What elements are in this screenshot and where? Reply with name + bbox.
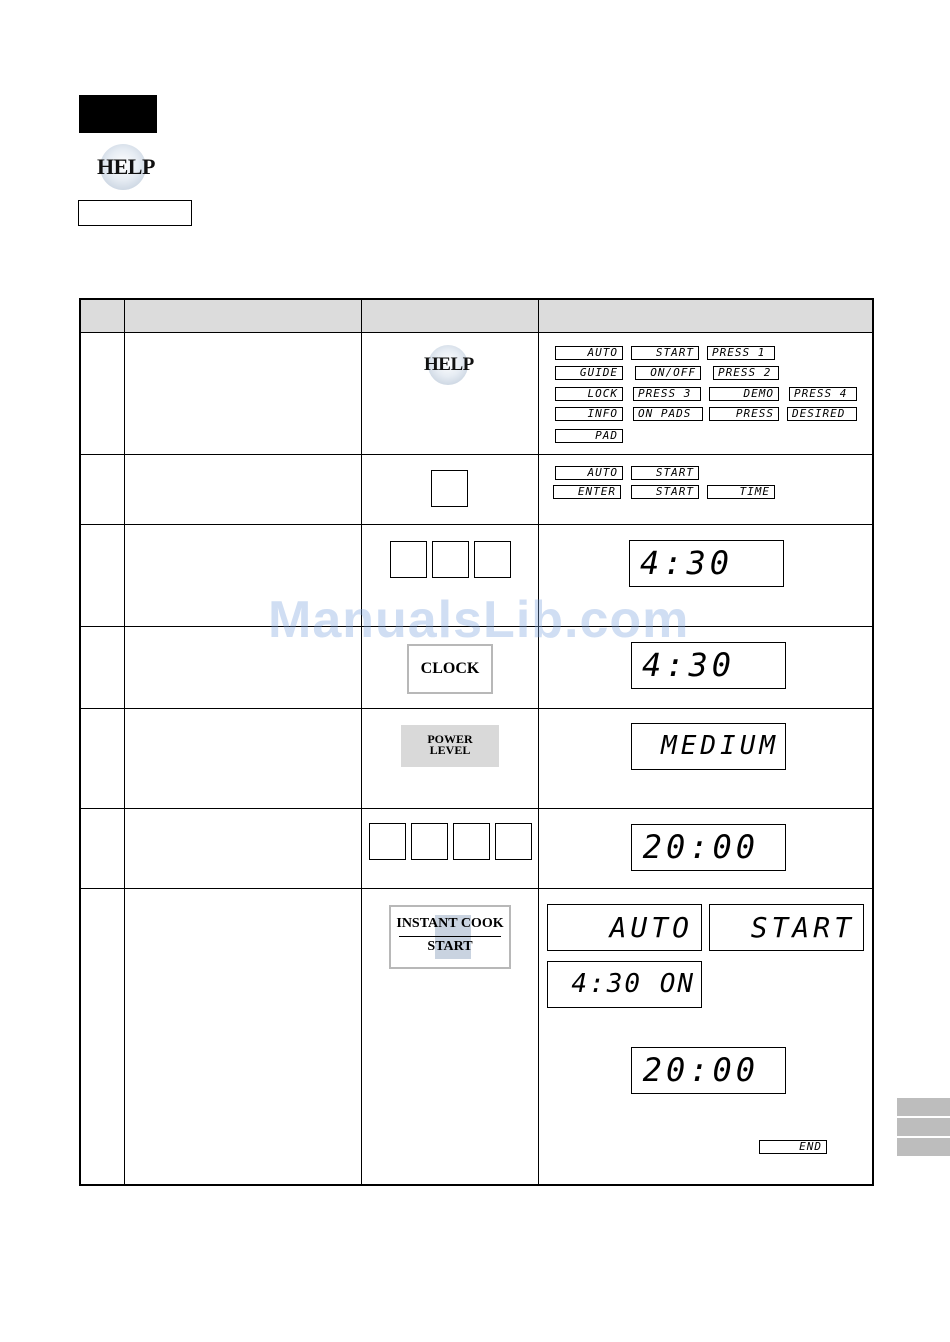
help-logo-text: HELP	[97, 154, 155, 179]
number-key[interactable]	[474, 541, 511, 578]
pad-cell	[362, 333, 539, 455]
procedure-cell	[125, 809, 362, 889]
number-key[interactable]	[453, 823, 490, 860]
instant-cook-label: INSTANT COOK	[396, 916, 504, 931]
lcd-step7-auto: AUTO	[547, 904, 702, 951]
pad-cell	[362, 889, 539, 1185]
lcd-step4-clock: 4:30	[631, 642, 786, 689]
lcd-step2-auto: AUTO	[555, 466, 623, 480]
lcd-step7-end: END	[759, 1140, 827, 1154]
lcd-step7-on: 4:30 ON	[547, 961, 702, 1008]
lcd-step1-desired: DESIRED	[787, 407, 857, 421]
table-row	[80, 333, 873, 455]
steps-table	[79, 298, 874, 1186]
step-number-cell	[80, 525, 125, 627]
watermark: ManualsLib.com	[268, 591, 690, 649]
display-cell	[539, 333, 874, 455]
side-tab	[897, 1138, 950, 1156]
power-level-button[interactable]: POWER LEVEL	[401, 725, 499, 767]
lcd-step1-press3: PRESS 3	[633, 387, 701, 401]
lcd-step3-clock-blink: 4:30	[629, 540, 784, 587]
lcd-step1-press2: PRESS 2	[713, 366, 779, 380]
step-number-cell	[80, 889, 125, 1185]
lcd-step1-demo: DEMO	[709, 387, 779, 401]
lcd-step1-lock: LOCK	[555, 387, 623, 401]
instant-cook-start-button[interactable]	[389, 905, 511, 969]
pad-cell	[362, 709, 539, 809]
step-number-cell	[80, 809, 125, 889]
number-key[interactable]	[431, 470, 468, 507]
lcd-step2-start2: START	[631, 485, 699, 499]
lcd-step2-start: START	[631, 466, 699, 480]
clock-button[interactable]: CLOCK	[407, 644, 493, 694]
lcd-step7-time: 20:00	[631, 1047, 786, 1094]
title-outline-box	[78, 200, 192, 226]
step-number-cell	[80, 333, 125, 455]
display-cell	[539, 809, 874, 889]
display-cell	[539, 889, 874, 1185]
table-row	[80, 709, 873, 809]
lcd-step1-pad: PAD	[555, 429, 623, 443]
lcd-step7-start: START	[709, 904, 864, 951]
step-number-cell	[80, 709, 125, 809]
pad-cell	[362, 455, 539, 525]
header-cell-procedure	[125, 299, 362, 333]
help-pad-button[interactable]: HELP	[424, 354, 474, 375]
side-tab	[897, 1098, 950, 1116]
number-key[interactable]	[369, 823, 406, 860]
lcd-step1-start: START	[631, 346, 699, 360]
procedure-cell	[125, 455, 362, 525]
step-number-cell	[80, 627, 125, 709]
help-logo	[82, 144, 182, 190]
number-key[interactable]	[432, 541, 469, 578]
side-tab	[897, 1118, 950, 1136]
table-header-row	[80, 299, 873, 333]
lcd-step1-press1: PRESS 1	[707, 346, 775, 360]
procedure-cell	[125, 889, 362, 1185]
lcd-step6-time: 20:00	[631, 824, 786, 871]
lcd-step1-press4: PRESS 4	[789, 387, 857, 401]
lcd-step1-onpads: ON PADS	[633, 407, 703, 421]
section-marker	[79, 95, 157, 133]
display-cell	[539, 709, 874, 809]
header-cell-pad	[362, 299, 539, 333]
lcd-step1-info: INFO	[555, 407, 623, 421]
table-row	[80, 809, 873, 889]
lcd-step1-onoff: ON/OFF	[635, 366, 701, 380]
lcd-step1-guide: GUIDE	[555, 366, 623, 380]
number-key[interactable]	[411, 823, 448, 860]
table-row	[80, 889, 873, 1185]
lcd-step5-medium: MEDIUM	[631, 723, 786, 770]
pad-cell	[362, 809, 539, 889]
number-key[interactable]	[495, 823, 532, 860]
step-number-cell	[80, 455, 125, 525]
lcd-step1-auto: AUTO	[555, 346, 623, 360]
lcd-step2-enter: ENTER	[553, 485, 621, 499]
header-cell-display	[539, 299, 874, 333]
procedure-cell	[125, 709, 362, 809]
header-cell-step	[80, 299, 125, 333]
procedure-cell	[125, 333, 362, 455]
lcd-step2-time: TIME	[707, 485, 775, 499]
table-row	[80, 455, 873, 525]
lcd-step1-press: PRESS	[709, 407, 779, 421]
display-cell	[539, 455, 874, 525]
instant-cook-divider	[399, 936, 501, 937]
start-label: START	[427, 939, 473, 954]
number-key[interactable]	[390, 541, 427, 578]
